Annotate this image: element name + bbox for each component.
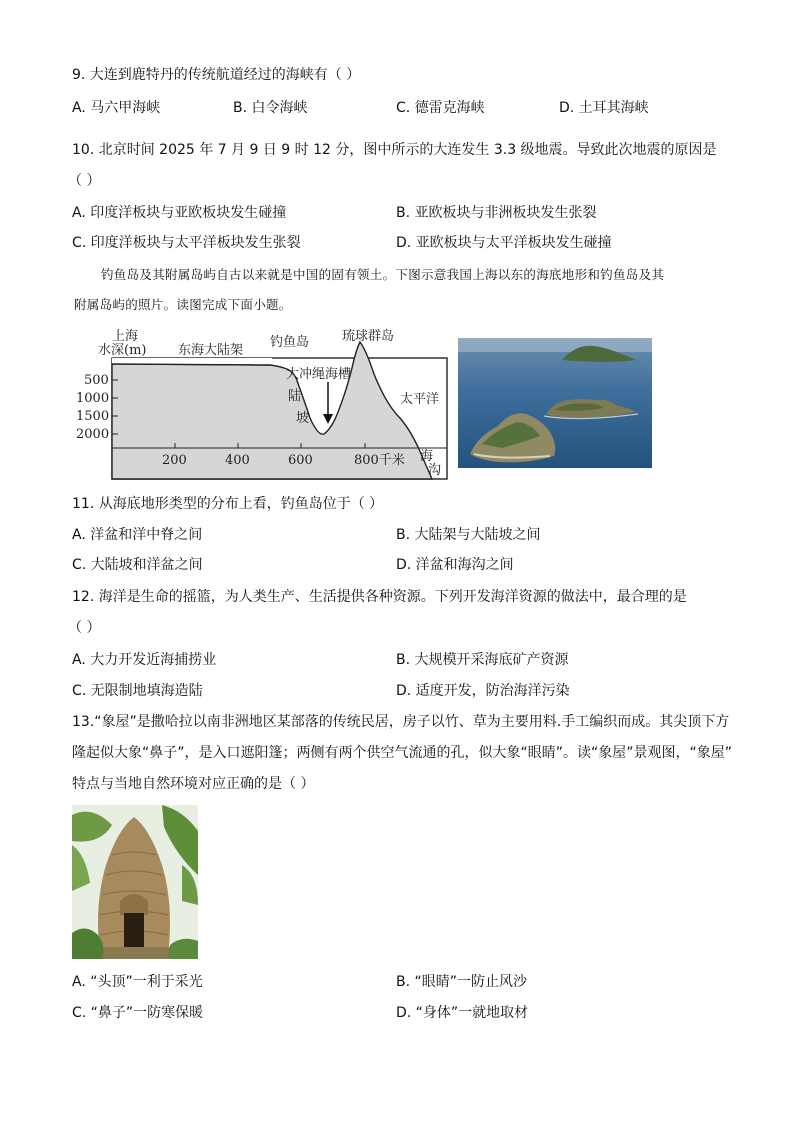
label-diaoyu: 钓鱼岛 — [270, 335, 310, 350]
q12-option-d: D. 适度开发，防治海洋污染 — [396, 683, 570, 699]
label-slope-1: 陆 — [288, 389, 302, 404]
q12-option-b: B. 大规模开采海底矿产资源 — [396, 652, 569, 668]
q10-option-b: B. 亚欧板块与非洲板块发生张裂 — [396, 205, 597, 221]
seafloor-profile-diagram — [70, 322, 450, 482]
intro-line-2: 附属岛屿的照片。读图完成下面小题。 — [74, 297, 292, 312]
label-slope-2: 坡 — [296, 411, 310, 426]
q11-option-c: C. 大陆坡和洋盆之间 — [72, 557, 203, 573]
label-trench-2: 沟 — [428, 463, 442, 478]
q9-option-b: B. 白令海峡 — [233, 100, 308, 116]
q12-stem: 12. 海洋是生命的摇篮，为人类生产、生活提供各种资源。下列开发海洋资源的做法中，最合理的是 — [72, 589, 687, 605]
label-depth: 水深(m) — [98, 343, 147, 358]
diaoyu-islands-photo — [458, 338, 652, 468]
q13-option-b: B. “眼睛”一防止风沙 — [396, 974, 528, 990]
label-pacific: 太平洋 — [400, 392, 440, 407]
q13-line-2: 隆起似大象“鼻子”，是入口遮阳篷；两侧有两个供空气流通的孔，似大象“眼睛”。读“象屋”景观图，“象屋” — [72, 745, 733, 761]
y-tick-1500: 1500 — [76, 409, 110, 424]
y-tick-1000: 1000 — [76, 391, 110, 406]
q10-option-c: C. 印度洋板块与太平洋板块发生张裂 — [72, 235, 301, 251]
x-tick-600: 600 — [288, 453, 313, 468]
label-trench-1: 海 — [420, 449, 434, 464]
q12-option-c: C. 无限制地填海造陆 — [72, 683, 203, 699]
q10-stem: 10. 北京时间 2025 年 7 月 9 日 9 时 12 分，图中所示的大连发生 3.3 级地震。导致此次地震的原因是 — [72, 142, 717, 158]
q11-stem: 11. 从海底地形类型的分布上看，钓鱼岛位于（ ） — [72, 496, 384, 512]
label-shanghai: 上海 — [112, 329, 139, 344]
q9-stem: 9. 大连到鹿特丹的传统航道经过的海峡有（ ） — [72, 67, 361, 83]
x-tick-400: 400 — [225, 453, 250, 468]
q11-option-d: D. 洋盆和海沟之间 — [396, 557, 514, 573]
intro-line-1: 钓鱼岛及其附属岛屿自古以来就是中国的固有领土。下图示意我国上海以东的海底地形和钓鱼岛及其 — [101, 267, 665, 282]
q13-line-1: 13.“象屋”是撒哈拉以南非洲地区某部落的传统民居，房子以竹、草为主要用料.手工编织而成。其尖顶下方 — [72, 714, 730, 730]
label-trough: 大冲绳海槽 — [286, 367, 352, 382]
q10-bracket: （ ） — [68, 173, 101, 189]
q11-option-b: B. 大陆架与大陆坡之间 — [396, 527, 541, 543]
y-tick-500: 500 — [84, 373, 109, 388]
q13-option-a: A. “头顶”一利于采光 — [72, 974, 203, 990]
y-tick-2000: 2000 — [76, 427, 110, 442]
q9-option-a: A. 马六甲海峡 — [72, 100, 161, 116]
q9-option-c: C. 德雷克海峡 — [396, 100, 485, 116]
q13-line-3: 特点与当地自然环境对应正确的是（ ） — [72, 776, 315, 792]
x-tick-800: 800千米 — [354, 453, 405, 468]
x-tick-200: 200 — [162, 453, 187, 468]
q9-option-d: D. 土耳其海峡 — [559, 100, 649, 116]
q12-option-a: A. 大力开发近海捕捞业 — [72, 652, 217, 668]
q13-option-c: C. “鼻子”一防寒保暖 — [72, 1005, 204, 1021]
q10-option-a: A. 印度洋板块与亚欧板块发生碰撞 — [72, 205, 287, 221]
q10-option-d: D. 亚欧板块与太平洋板块发生碰撞 — [396, 235, 612, 251]
q12-bracket: （ ） — [68, 620, 101, 636]
elephant-house-photo — [72, 805, 198, 959]
q13-option-d: D. “身体”一就地取材 — [396, 1005, 529, 1021]
label-ryukyu: 琉球群岛 — [342, 329, 395, 344]
q11-option-a: A. 洋盆和洋中脊之间 — [72, 527, 203, 543]
label-shelf: 东海大陆架 — [178, 343, 244, 358]
